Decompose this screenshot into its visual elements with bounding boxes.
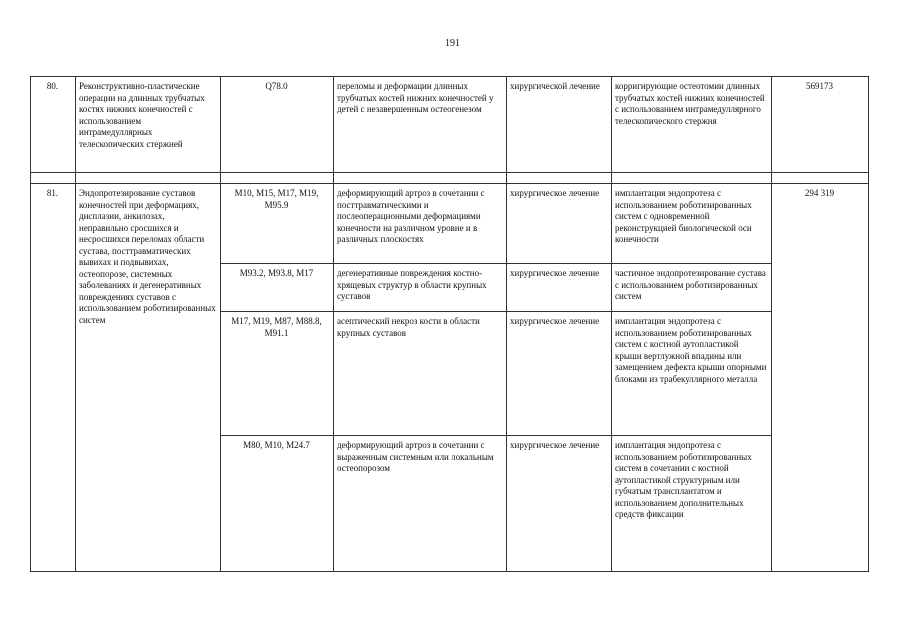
treatment-method: частичное эндопротезирование сустава с использованием роботизированных систем bbox=[612, 264, 772, 312]
treatment-method: имплантация эндопротеза с использованием роботизированных систем с одновременной реконструкцией биологической оси конечности bbox=[612, 184, 772, 264]
row-spacer bbox=[31, 173, 869, 184]
price: 569173 bbox=[772, 77, 869, 173]
treatment-type: хирургическое лечение bbox=[507, 264, 612, 312]
row-number: 81. bbox=[31, 184, 76, 572]
treatment-type: хирургическое лечение bbox=[507, 312, 612, 436]
treatment-method: корригирующие остеотомии длинных трубчатых костей нижних конечностей с использованием интрамедуллярного телескопического стержня bbox=[612, 77, 772, 173]
price: 294 319 bbox=[772, 184, 869, 572]
procedures-table bbox=[30, 76, 869, 572]
procedure-name: Реконструктивно-пластические операции на длинных трубчатых костях нижних конечностей с использованием интрамедуллярных телескопических стержней bbox=[76, 77, 221, 173]
icd-codes: M10, M15, M17, M19, M95.9 bbox=[221, 184, 334, 264]
icd-codes: M17, M19, M87, M88.8, M91.1 bbox=[221, 312, 334, 436]
treatment-type: хирургической лечение bbox=[507, 77, 612, 173]
procedure-name: Эндопротезирование суставов конечностей при деформациях, дисплазии, анкилозах, неправильно сросшихся и несросшихся переломах области сустава, посттравматических вывихах и подвывихах, остеопорозе, системных заболеваниях и дегенеративных повреждениях суставов с использованием роботизированных систем bbox=[76, 184, 221, 572]
diagnosis: деформирующий артроз в сочетании с посттравматическими и послеоперационными деформациями конечности на различном уровне и в различных плоскостях bbox=[334, 184, 507, 264]
treatment-type: хирургическое лечение bbox=[507, 436, 612, 572]
diagnosis: деформирующий артроз в сочетании с выраженным системным или локальным остеопорозом bbox=[334, 436, 507, 572]
icd-codes: Q78.0 bbox=[221, 77, 334, 173]
icd-codes: M93.2, M93.8, M17 bbox=[221, 264, 334, 312]
treatment-method: имплантация эндопротеза с использованием роботизированных систем в сочетании с костной аутопластикой структурным или губчатым трансплантатом и использованием дополнительных средств фиксации bbox=[612, 436, 772, 572]
treatment-method: имплантация эндопротеза с использованием роботизированных систем с костной аутопластикой крыши вертлужной впадины или замещением дефекта крыши опорными блоками из трабекуллярного металла bbox=[612, 312, 772, 436]
table-row bbox=[31, 77, 869, 173]
diagnosis: переломы и деформации длинных трубчатых костей нижних конечностей у детей с незавершенным остеогенезом bbox=[334, 77, 507, 173]
page-number: 191 bbox=[445, 38, 460, 49]
row-number: 80. bbox=[31, 77, 76, 173]
diagnosis: дегенеративные повреждения костно-хрящевых структур в области крупных суставов bbox=[334, 264, 507, 312]
treatment-type: хирургическое лечение bbox=[507, 184, 612, 264]
diagnosis: асептический некроз кости в области крупных суставов bbox=[334, 312, 507, 436]
icd-codes: M80, M10, M24.7 bbox=[221, 436, 334, 572]
table-row bbox=[31, 184, 869, 264]
